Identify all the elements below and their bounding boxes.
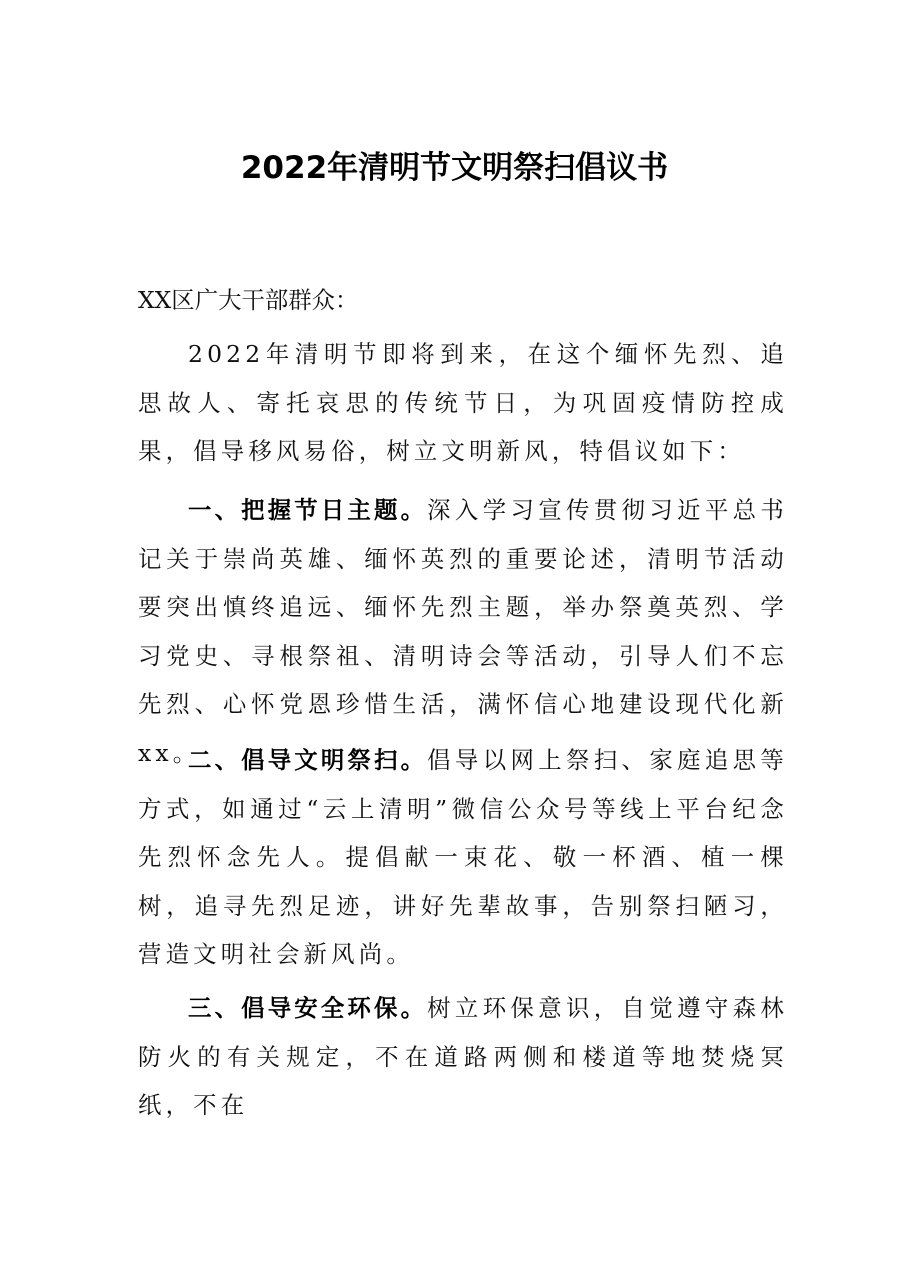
paragraph-safety-environment-heading: 三、倡导安全环保。 [188, 994, 428, 1022]
paragraph-safety-environment-text: 树立环保意识，自觉遵守森林防火的有关规定，不在道路两侧和楼道等地焚烧冥纸，不在 [138, 994, 789, 1119]
paragraph-civilized-sweeping-text: 倡导以网上祭扫、家庭追思等方式，如通过“云上清明”微信公众号等线上平台纪念先烈怀念先人。提倡献一束花、敬一杯酒、植一棵树，追寻先烈足迹，讲好先辈故事，告别祭扫陋习，营造文明社会新风尚。 [138, 746, 789, 968]
salutation: XX区广大干部群众： [138, 286, 359, 314]
paragraph-theme-heading: 一、把握节日主题。 [188, 496, 428, 524]
paragraph-intro [138, 330, 788, 476]
paragraph-civilized-sweeping [138, 736, 788, 979]
paragraph-intro-text: 2022年清明节即将到来，在这个缅怀先烈、追思故人、寄托哀思的传统节日，为巩固疫情防控成果，倡导移风易俗，树立文明新风，特倡议如下： [138, 340, 788, 465]
paragraph-civilized-sweeping-heading: 二、倡导文明祭扫。 [188, 746, 428, 774]
document-title: 2022年清明节文明祭扫倡议书 [240, 150, 669, 186]
paragraph-theme-text: 深入学习宣传贯彻习近平总书记关于崇尚英雄、缅怀英烈的重要论述，清明节活动要突出慎终追远、缅怀先烈主题，举办祭奠英烈、学习党史、寻根祭祖、清明诗会等活动，引导人们不忘先烈、心怀党恩珍惜生活，满怀信心地建设现代化新xx。 [138, 496, 789, 767]
paragraph-theme [138, 486, 788, 777]
paragraph-safety-environment [138, 984, 788, 1130]
